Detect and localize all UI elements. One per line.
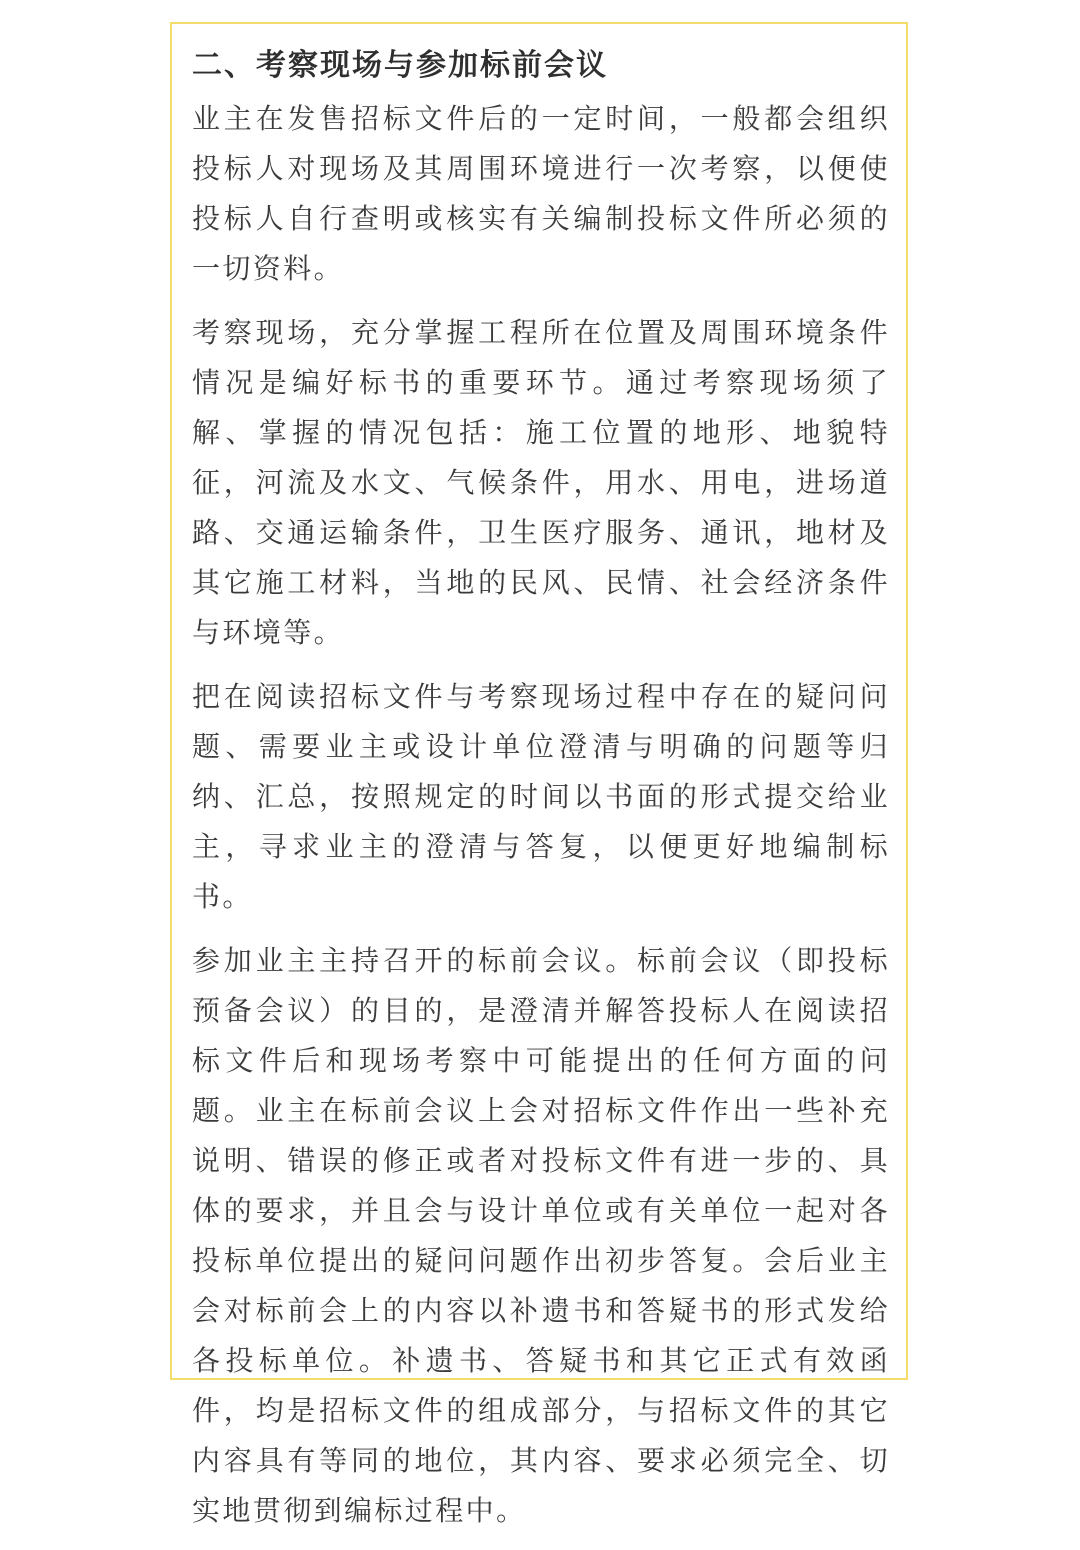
paragraph-site-visit-intro: 业主在发售招标文件后的一定时间，一般都会组织投标人对现场及其周围环境进行一次考察，以便使投标人自行查明或核实有关编制投标文件所必须的一切资料。	[192, 102, 890, 285]
paragraph-site-conditions: 考察现场，充分掌握工程所在位置及周围环境条件情况是编好标书的重要环节。通过考察现场须了解、掌握的情况包括：施工位置的地形、地貌特征，河流及水文、气候条件，用水、用电，进场道路、交通运输条件，卫生医疗服务、通讯，地材及其它施工材料，当地的民风、民情、社会经济条件与环境等。	[192, 316, 890, 649]
document-content	[192, 44, 890, 1550]
section-heading: 二、考察现场与参加标前会议	[192, 48, 608, 83]
document-card	[170, 22, 908, 1527]
paragraph-pre-bid-meeting: 参加业主主持召开的标前会议。标前会议（即投标预备会议）的目的，是澄清并解答投标人在阅读招标文件后和现场考察中可能提出的任何方面的问题。业主在标前会议上会对招标文件作出一些补充说明、错误的修正或者对投标文件有进一步的、具体的要求，并且会与设计单位或有关单位一起对各投标单位提出的疑问问题作出初步答复。会后业主会对标前会上的内容以补遗书和答疑书的形式发给各投标单位。补遗书、答疑书和其它正式有效函件，均是招标文件的组成部分，与招标文件的其它内容具有等同的地位，其内容、要求必须完全、切实地贯彻到编标过程中。	[192, 944, 890, 1527]
paragraph-questions-summary: 把在阅读招标文件与考察现场过程中存在的疑问问题、需要业主或设计单位澄清与明确的问题等归纳、汇总，按照规定的时间以书面的形式提交给业主，寻求业主的澄清与答复，以便更好地编制标书。	[192, 680, 890, 913]
